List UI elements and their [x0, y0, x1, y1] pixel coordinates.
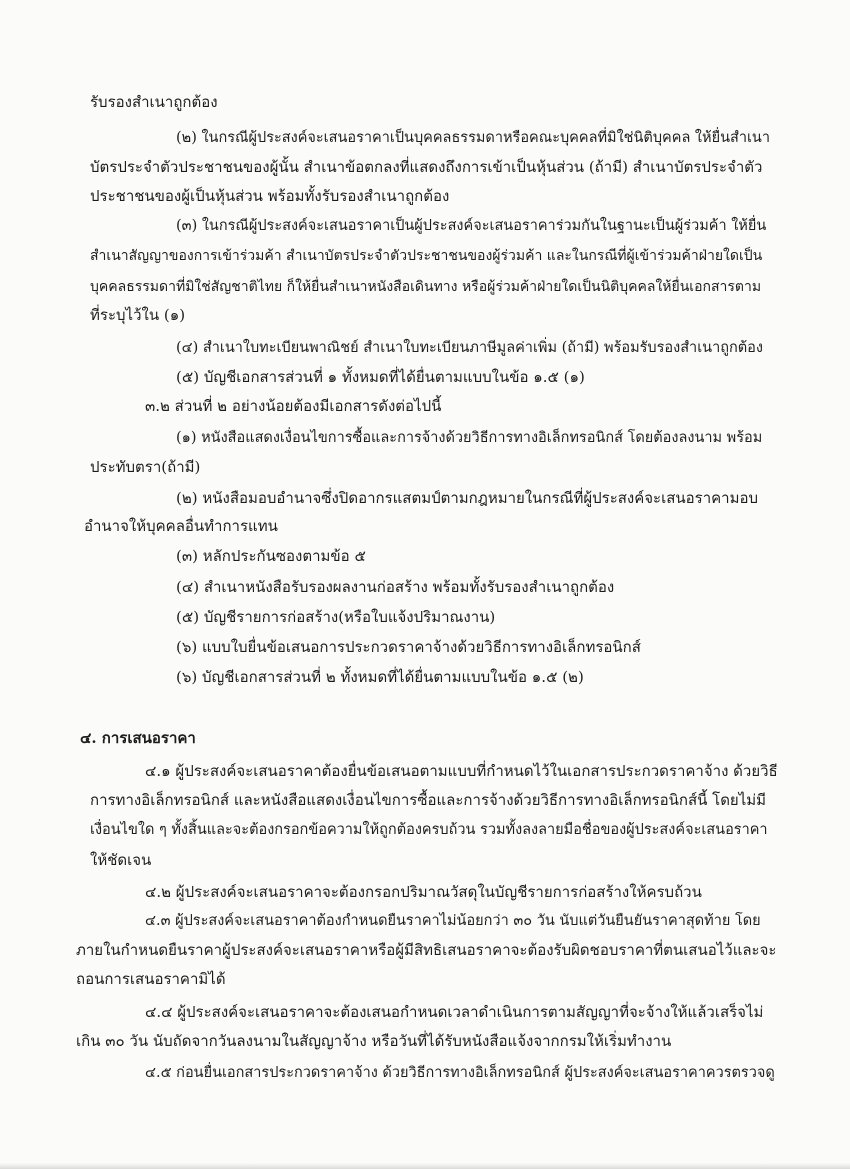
text-line: (๔) สำเนาใบทะเบียนพาณิชย์ สำเนาใบทะเบียนภาษีมูลค่าเพิ่ม (ถ้ามี) พร้อมรับรองสำเนาถูกต้อง	[176, 340, 763, 356]
section-heading: ๔. การเสนอราคา	[80, 729, 196, 747]
text-line: อำนาจให้บุคคลอื่นทำการแทน	[84, 517, 278, 535]
text-line: ๔.๔ ผู้ประสงค์จะเสนอราคาจะต้องเสนอกำหนดเวลาดำเนินการตามสัญญาที่จะจ้างให้แล้วเสร็จไม่	[145, 1003, 764, 1021]
text-line: ภายในกำหนดยืนราคาผู้ประสงค์จะเสนอราคาหรือผู้มีสิทธิเสนอราคาจะต้องรับผิดชอบราคาที่ตนเสนอไว้และจะ	[76, 941, 777, 959]
text-line: ๔.๓ ผู้ประสงค์จะเสนอราคาต้องกำหนดยืนราคาไม่น้อยกว่า ๓๐ วัน นับแต่วันยืนยันราคาสุดท้าย โดย	[145, 913, 761, 929]
text-line: รับรองสำเนาถูกต้อง	[90, 93, 218, 111]
text-line: (๕) บัญชีรายการก่อสร้าง(หรือใบแจ้งปริมาณงาน)	[176, 608, 496, 626]
text-line: (๖) แบบใบยื่นข้อเสนอการประกวดราคาจ้างด้วยวิธีการทางอิเล็กทรอนิกส์	[176, 638, 641, 656]
text-line: ประชาชนของผู้เป็นหุ้นส่วน พร้อมทั้งรับรองสำเนาถูกต้อง	[90, 187, 450, 205]
text-line: (๔) สำเนาหนังสือรับรองผลงานก่อสร้าง พร้อมทั้งรับรองสำเนาถูกต้อง	[176, 578, 615, 596]
page-edge	[0, 1163, 850, 1169]
text-line: (๒) ในกรณีผู้ประสงค์จะเสนอราคาเป็นบุคคลธรรมดาหรือคณะบุคคลที่มิใช่นิติบุคคล ให้ยื่นสำเนา	[176, 130, 770, 146]
section-heading: ๓.๒ ส่วนที่ ๒ อย่างน้อยต้องมีเอกสารดังต่อไปนี้	[145, 397, 442, 415]
text-line: ให้ชัดเจน	[90, 851, 152, 869]
text-line: (๑) หนังสือแสดงเงื่อนไขการซื้อและการจ้างด้วยวิธีการทางอิเล็กทรอนิกส์ โดยต้องลงนาม พร้อม	[176, 430, 763, 446]
text-line: บัตรประจำตัวประชาชนของผู้นั้น สำเนาข้อตกลงที่แสดงถึงการเข้าเป็นหุ้นส่วน (ถ้ามี) สำเนาบัตรประจำตัว	[90, 158, 763, 176]
text-line: ๔.๑ ผู้ประสงค์จะเสนอราคาต้องยื่นข้อเสนอตามแบบที่กำหนดไว้ในเอกสารประกวดราคาจ้าง ด้วยวิธี	[145, 762, 778, 780]
text-line: การทางอิเล็กทรอนิกส์ และหนังสือแสดงเงื่อนไขการซื้อและการจ้างด้วยวิธีการทางอิเล็กทรอนิกส์นี้ โดยไม่มี	[90, 791, 767, 809]
text-line: (๕) บัญชีเอกสารส่วนที่ ๑ ทั้งหมดที่ได้ยื่นตามแบบในข้อ ๑.๕ (๑)	[176, 368, 585, 386]
text-line: บุคคลธรรมดาที่มิใช่สัญชาติไทย ก็ให้ยื่นสำเนาหนังสือเดินทาง หรือผู้ร่วมค้าฝ่ายใดเป็นนิติบุคคลให้ยื่นเอกสารตาม	[90, 279, 762, 295]
text-line: (๒) หนังสือมอบอำนาจซึ่งปิดอากรแสตมป์ตามกฎหมายในกรณีที่ผู้ประสงค์จะเสนอราคามอบ	[176, 489, 759, 507]
text-line: ๔.๕ ก่อนยื่นเอกสารประกวดราคาจ้าง ด้วยวิธีการทางอิเล็กทรอนิกส์ ผู้ประสงค์จะเสนอราคาควรตรวจดู	[145, 1065, 775, 1081]
text-line: สำเนาสัญญาของการเข้าร่วมค้า สำเนาบัตรประจำตัวประชาชนของผู้ร่วมค้า และในกรณีที่ผู้เข้าร่วมค้าฝ่ายใดเป็น	[90, 248, 763, 264]
text-line: เกิน ๓๐ วัน นับถัดจากวันลงนามในสัญญาจ้าง หรือวันที่ได้รับหนังสือแจ้งจากกรมให้เริ่มทำงาน	[76, 1032, 672, 1050]
text-line: (๖) บัญชีเอกสารส่วนที่ ๒ ทั้งหมดที่ได้ยื่นตามแบบในข้อ ๑.๕ (๒)	[176, 668, 584, 686]
text-line: (๓) ในกรณีผู้ประสงค์จะเสนอราคาเป็นผู้ประสงค์จะเสนอราคาร่วมกันในฐานะเป็นผู้ร่วมค้า ให้ยื่น	[176, 218, 767, 234]
text-line: เงื่อนไขใด ๆ ทั้งสิ้นและจะต้องกรอกข้อความให้ถูกต้องครบถ้วน รวมทั้งลงลายมือชื่อของผู้ประสงค์จะเสนอราคา	[90, 822, 768, 838]
text-line: (๓) หลักประกันซองตามข้อ ๕	[176, 547, 366, 565]
text-line: ๔.๒ ผู้ประสงค์จะเสนอราคาจะต้องกรอกปริมาณวัสดุในบัญชีรายการก่อสร้างให้ครบถ้วน	[145, 883, 702, 901]
text-line: ถอนการเสนอราคามิได้	[76, 970, 226, 988]
text-line: ที่ระบุไว้ใน (๑)	[90, 306, 186, 324]
text-line: ประทับตรา(ถ้ามี)	[90, 458, 201, 476]
